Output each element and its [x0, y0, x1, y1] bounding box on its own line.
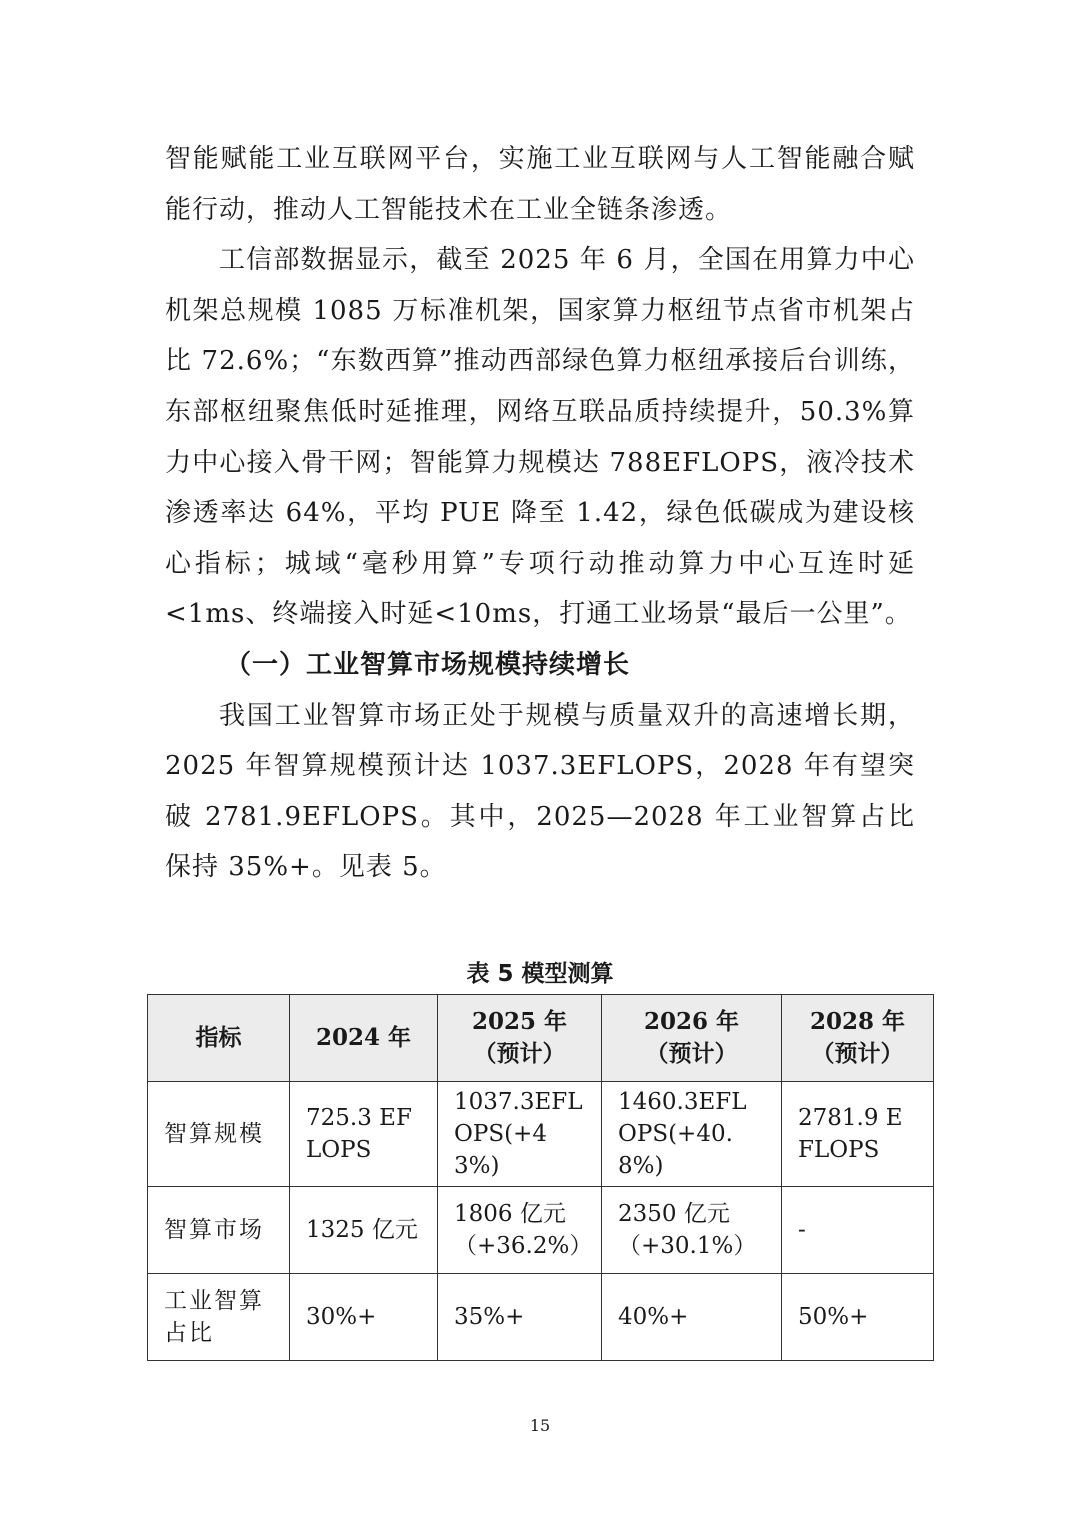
- model-estimation-table: [147, 994, 934, 1361]
- table-cell: 2781.9 EFLOPS: [782, 1082, 934, 1187]
- paragraph-computing-data: 工信部数据显示，截至 2025 年 6 月，全国在用算力中心机架总规模 1085 万标准机架，国家算力枢纽节点省市机架占比 72.6%；“东数西算”推动西部绿色算力枢纽承接后台训练，东部枢纽聚焦低时延推理，网络互联品质持续提升，50.3%算力中心接入骨干网；智能算力规模达 788EFLOPS，液冷技术渗透率达 64%，平均 PUE 降至 1.42，绿色低碳成为建设核心指标；城域“毫秒用算”专项行动推动算力中心互连时延<1ms、终端接入时延<10ms，打通工业场景“最后一公里”。: [165, 245, 915, 630]
- table-row: [148, 1274, 934, 1361]
- header-2026: 2026 年 （预计）: [602, 995, 782, 1082]
- row-label: 智算市场: [148, 1187, 290, 1274]
- header-2024: 2024 年: [290, 995, 438, 1082]
- paragraph-continuation: 智能赋能工业互联网平台，实施工业互联网与人工智能融合赋能行动，推动人工智能技术在工业全链条渗透。: [165, 144, 915, 225]
- table-cell: 1325 亿元: [290, 1187, 438, 1274]
- table-header-row: [148, 995, 934, 1082]
- header-2025: 2025 年 （预计）: [438, 995, 602, 1082]
- row-label: 工业智算占比: [148, 1274, 290, 1361]
- section-heading: （一）工业智算市场规模持续增长: [225, 649, 631, 680]
- table-row: [148, 1082, 934, 1187]
- page-number: 15: [529, 1416, 551, 1435]
- paragraph-market-growth: 我国工业智算市场正处于规模与质量双升的高速增长期，2025 年智算规模预计达 1037.3EFLOPS，2028 年有望突破 2781.9EFLOPS。其中，2025—2028 年工业智算占比保持 35%+。见表 5。: [165, 700, 915, 883]
- table-cell: 725.3 EFLOPS: [290, 1082, 438, 1187]
- header-indicator: 指标: [148, 995, 290, 1082]
- table-cell: 1037.3EFLOPS(+43%): [438, 1082, 602, 1187]
- table-cell: 1460.3EFLOPS(+40.8%): [602, 1082, 782, 1187]
- row-label: 智算规模: [148, 1082, 290, 1187]
- table-cell: 2350 亿元（+30.1%）: [602, 1187, 782, 1274]
- table-cell: 50%+: [782, 1274, 934, 1361]
- table-cell: 30%+: [290, 1274, 438, 1361]
- table-cell: 35%+: [438, 1274, 602, 1361]
- body-text: [165, 134, 915, 893]
- table-caption: 表 5 模型测算: [466, 961, 614, 987]
- table-cell: 1806 亿元（+36.2%）: [438, 1187, 602, 1274]
- header-2028: 2028 年 （预计）: [782, 995, 934, 1082]
- table-row: [148, 1187, 934, 1274]
- table-cell: -: [782, 1187, 934, 1274]
- table-cell: 40%+: [602, 1274, 782, 1361]
